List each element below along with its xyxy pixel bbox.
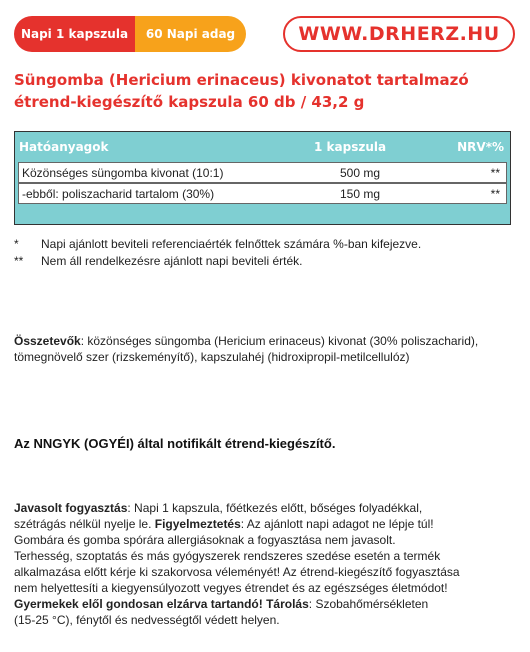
table-row — [18, 162, 507, 183]
notification-statement: Az NNGYK (OGYÉI) által notifikált étrend-kiegészítő. — [14, 436, 336, 451]
table-cell-amount: 500 mg — [340, 166, 381, 180]
ingredients-section — [14, 333, 519, 365]
footnote-mark: * — [14, 237, 19, 251]
header-badge — [14, 16, 246, 52]
table-cell-ingredient: -ebből: poliszacharid tartalom (30%) — [22, 187, 215, 201]
table-header-row — [15, 135, 510, 157]
column-header-nrv: NRV*% — [457, 140, 504, 154]
ingredients-text: : közönséges süngomba (Hericium erinaceus) kivonat (30% poliszacharid), — [80, 334, 479, 348]
product-title-line: Süngomba (Hericium erinaceus) kivonatot tartalmazó — [14, 71, 469, 89]
usage-text: szétrágás nélkül nyelje le. — [14, 517, 155, 531]
table-cell-ingredient: Közönséges süngomba kivonat (10:1) — [22, 166, 224, 180]
footnote — [14, 236, 421, 253]
column-header-ingredient: Hatóanyagok — [19, 140, 109, 154]
warning-text: : Az ajánlott napi adagot ne lépje túl! — [240, 517, 434, 531]
storage-text: : Szobahőmérsékleten — [308, 597, 429, 611]
storage-text: (15-25 °C), fénytől és nedvességtől védett helyen. — [14, 613, 280, 627]
usage-text: : Napi 1 kapszula, főétkezés előtt, bőséges folyadékkal, — [127, 501, 423, 515]
footnotes — [14, 236, 421, 270]
website-badge[interactable]: WWW.DRHERZ.HU — [283, 16, 515, 52]
children-warning: Gyermekek elől gondosan elzárva tartandó! — [14, 597, 263, 611]
table-cell-nrv: ** — [490, 166, 500, 180]
allergy-warning: Gombára és gomba spórára allergiásoknak a fogyasztása nem javasolt. — [14, 533, 396, 547]
ingredients-text: tömegnövelő szer (rizskeményítő), kapszulahéj (hidroxipropil-metilcellulóz) — [14, 350, 410, 364]
active-ingredients-table — [14, 131, 511, 225]
storage-label: Tárolás — [262, 597, 309, 611]
table-cell-amount: 150 mg — [340, 187, 381, 201]
daily-dose-count-badge: 60 Napi adag — [135, 16, 246, 52]
footnote-mark: ** — [14, 254, 24, 268]
pregnancy-warning: Terhesség, szoptatás és más gyógyszerek rendszeres szedése esetén a termék — [14, 549, 441, 563]
usage-section — [14, 500, 519, 628]
pregnancy-warning: alkalmazása előtt kérje ki szakorvosa véleményét! Az étrend-kiegészítő fogyasztása — [14, 565, 460, 579]
column-header-per-capsule: 1 kapszula — [314, 140, 387, 154]
table-row — [18, 183, 507, 204]
ingredients-label: Összetevők — [14, 334, 81, 348]
usage-label: Javasolt fogyasztás — [14, 501, 128, 515]
diet-warning: nem helyettesíti a kiegyensúlyozott vegyes étrendet és az egészséges életmódot! — [14, 581, 448, 595]
daily-capsule-badge: Napi 1 kapszula — [14, 16, 135, 52]
table-cell-nrv: ** — [490, 187, 500, 201]
warning-label: Figyelmeztetés — [154, 517, 241, 531]
footnote-text: Napi ajánlott beviteli referenciaérték felnőttek számára %-ban kifejezve. — [41, 237, 422, 251]
product-title — [14, 69, 514, 113]
footnote — [14, 253, 421, 270]
product-title-line: étrend-kiegészítő kapszula 60 db / 43,2 g — [14, 93, 365, 111]
footnote-text: Nem áll rendelkezésre ajánlott napi beviteli érték. — [41, 254, 303, 268]
